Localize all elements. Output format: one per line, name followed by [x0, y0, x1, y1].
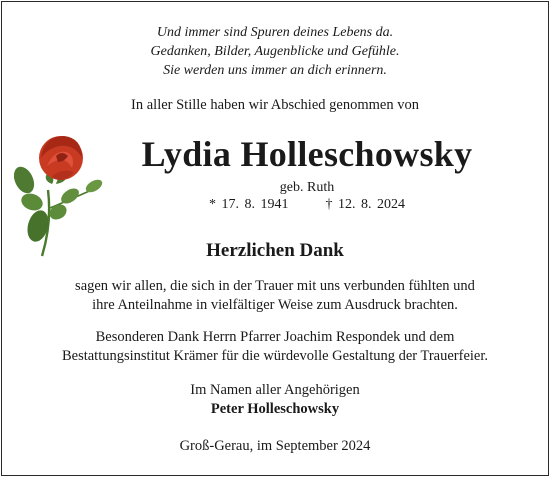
poem-line-3: Sie werden uns immer an dich erinnern. — [163, 63, 387, 78]
life-dates — [62, 197, 550, 213]
death-date: † 12. 8. 2024 — [325, 197, 405, 212]
birth-name: geb. Ruth — [279, 180, 335, 195]
birth-date: * 17. 8. 1941 — [209, 197, 289, 212]
poem-line-2: Gedanken, Bilder, Augenblicke und Gefühle. — [150, 44, 400, 59]
thanks-paragraph-1-line-1: sagen wir allen, die sich in der Trauer mit uns verbunden fühlten und — [75, 278, 475, 294]
place-and-date: Groß-Gerau, im September 2024 — [179, 438, 371, 454]
thanks-paragraph-2-line-2: Bestattungsinstitut Krämer für die würdevolle Gestaltung der Trauerfeier. — [61, 348, 489, 364]
deceased-name: Lydia Holleschowsky — [141, 134, 473, 174]
thanks-paragraph-2-line-1: Besonderen Dank Herrn Pfarrer Joachim Respondek und dem — [95, 329, 455, 345]
intro-text: In aller Stille haben wir Abschied genommen von — [131, 97, 419, 113]
on-behalf-text: Im Namen aller Angehörigen — [190, 382, 360, 398]
poem-line-1: Und immer sind Spuren deines Lebens da. — [156, 25, 394, 40]
obituary-notice — [1, 1, 549, 476]
signer-name: Peter Holleschowsky — [210, 401, 340, 417]
thanks-paragraph-1-line-2: ihre Anteilnahme in vielfältiger Weise zum Ausdruck brachten. — [92, 297, 458, 313]
thanks-heading: Herzlichen Dank — [206, 240, 344, 261]
